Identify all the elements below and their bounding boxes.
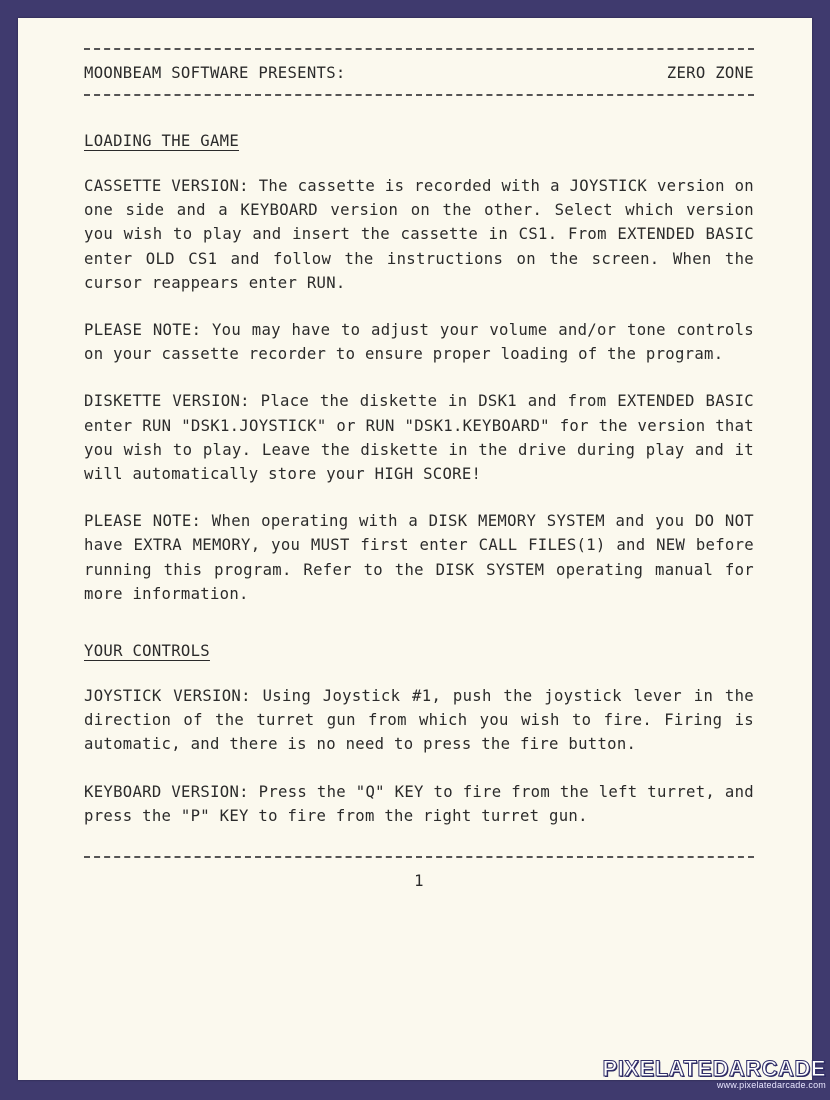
- diskette-paragraph: DISKETTE VERSION: Place the diskette in DSK1 and from EXTENDED BASIC enter RUN "DSK1.JOYSTICK" or RUN "DSK1.KEYBOARD" for the version that you wish to play. Leave the diskette in the drive during play and it will automatically store your HIGH SCORE!: [84, 392, 754, 484]
- loading-heading: LOADING THE GAME: [84, 132, 240, 150]
- game-title: ZERO ZONE: [666, 64, 754, 82]
- publisher-title: MOONBEAM SOFTWARE PRESENTS:: [84, 64, 346, 82]
- cassette-paragraph: CASSETTE VERSION: The cassette is recorded with a JOYSTICK version on one side and a KEYBOARD version on the other. Select which version you wish to play and insert the cassette in CS1. From EXTENDED BASIC enter OLD CS1 and follow the instructions on the screen. When the cursor reappears enter RUN.: [84, 177, 754, 292]
- watermark-name: PIXELATEDARCADE: [602, 1056, 826, 1081]
- page-header: [84, 64, 754, 82]
- controls-section: [84, 642, 754, 828]
- watermark-logo: [603, 1056, 826, 1090]
- joystick-paragraph: JOYSTICK VERSION: Using Joystick #1, push the joystick lever in the direction of the turret gun from which you wish to fire. Firing is automatic, and there is no need to press the fire button.: [84, 687, 754, 754]
- page-content: [84, 48, 754, 890]
- top-rule-1: [84, 48, 754, 50]
- document-page: [18, 18, 812, 1080]
- loading-section: [84, 132, 754, 606]
- page-number: 1: [414, 872, 424, 891]
- watermark-url: www.pixelatedarcade.com: [716, 1080, 826, 1090]
- disk-note-paragraph: PLEASE NOTE: When operating with a DISK MEMORY SYSTEM and you DO NOT have EXTRA MEMORY, you MUST first enter CALL FILES(1) and NEW before running this program. Refer to the DISK SYSTEM operating manual for more information.: [84, 512, 754, 603]
- top-rule-2: [84, 94, 754, 96]
- cassette-note-paragraph: PLEASE NOTE: You may have to adjust your volume and/or tone controls on your cassette recorder to ensure proper loading of the program.: [84, 321, 754, 364]
- controls-heading: YOUR CONTROLS: [84, 642, 210, 661]
- bottom-rule: [84, 856, 754, 858]
- keyboard-paragraph: KEYBOARD VERSION: Press the "Q" KEY to fire from the left turret, and press the "P" KEY to fire from the right turret gun.: [84, 782, 754, 825]
